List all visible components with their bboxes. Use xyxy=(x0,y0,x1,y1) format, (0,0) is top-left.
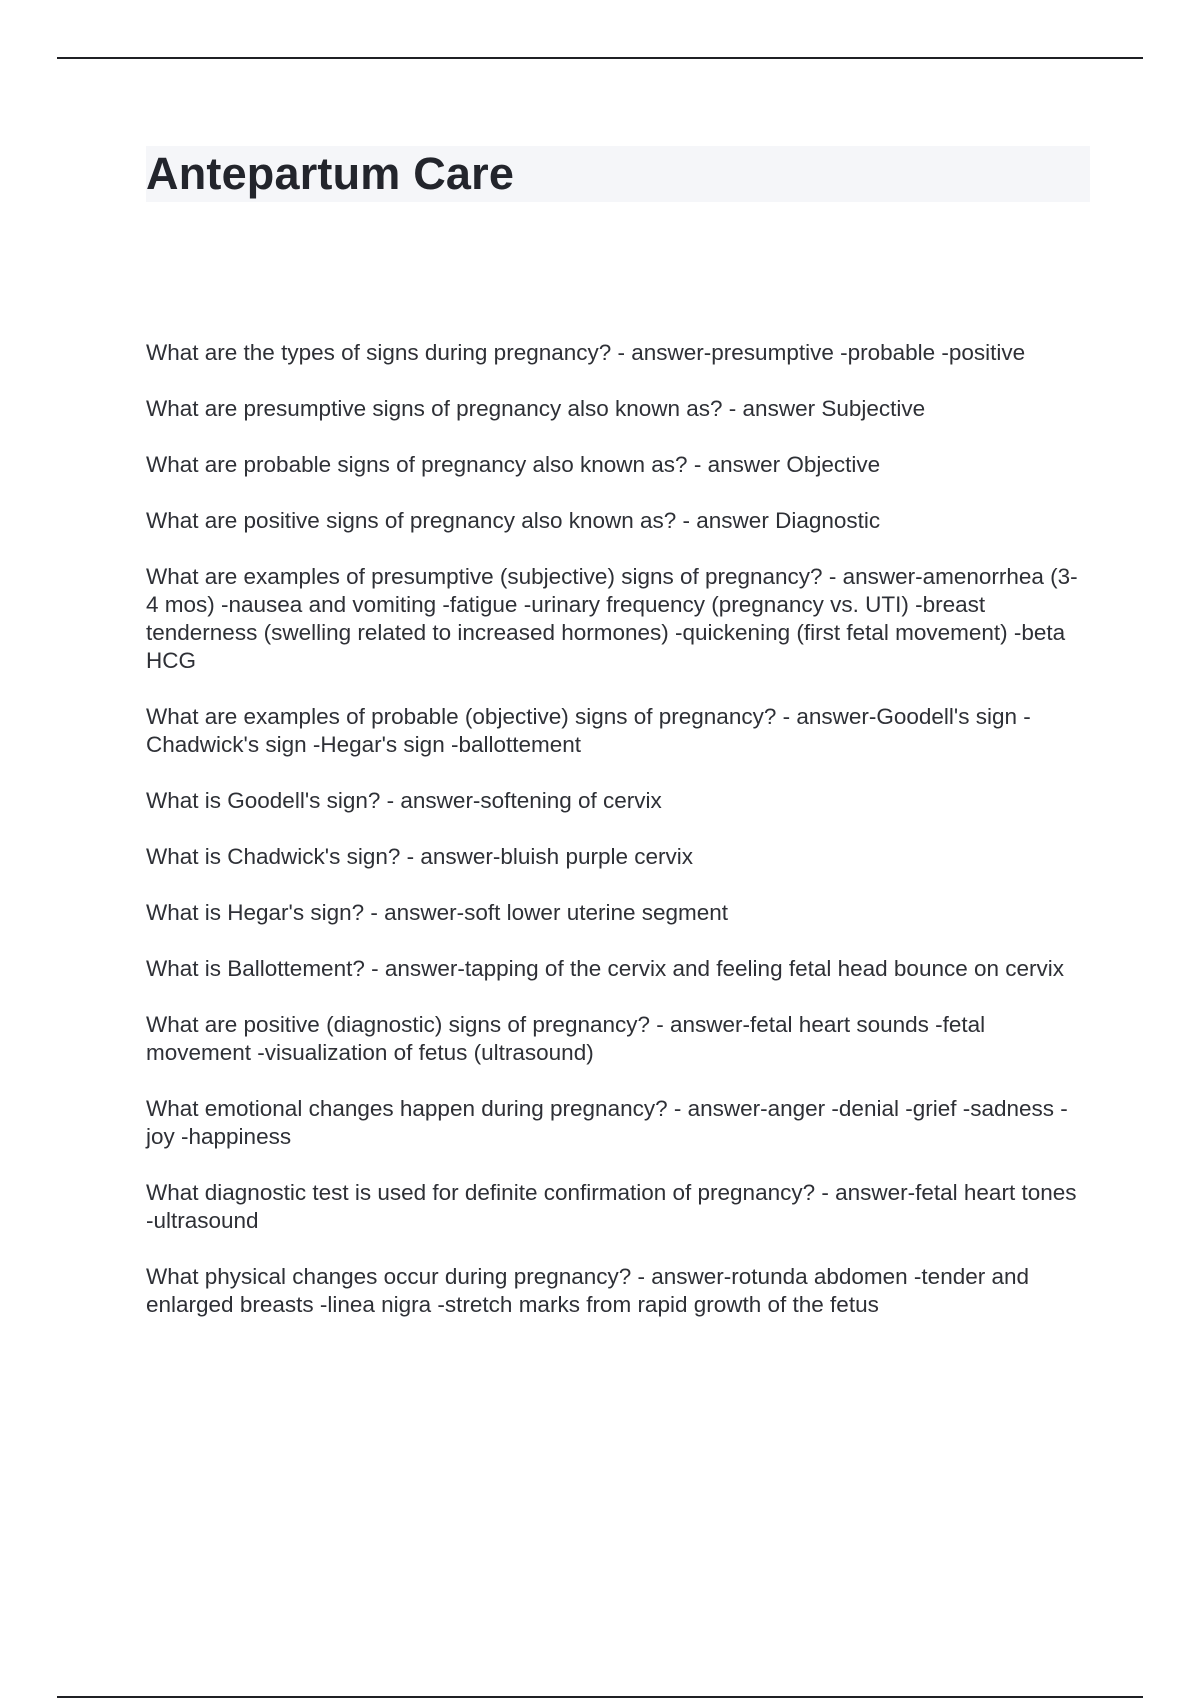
qa-item: What are presumptive signs of pregnancy also known as? - answer Subjective xyxy=(146,396,926,421)
qa-item: What is Goodell's sign? - answer-softening of cervix xyxy=(146,788,662,813)
qa-list xyxy=(146,339,1086,1347)
qa-item: What are positive signs of pregnancy also known as? - answer Diagnostic xyxy=(146,508,881,533)
bottom-divider xyxy=(57,1696,1143,1698)
qa-item: What is Ballottement? - answer-tapping of the cervix and feeling fetal head bounce on cervix xyxy=(146,956,1065,981)
qa-item: What are examples of probable (objective) signs of pregnancy? - answer-Goodell's sign -Chadwick's sign -Hegar's sign -ballottement xyxy=(146,704,1031,757)
qa-item: What is Chadwick's sign? - answer-bluish purple cervix xyxy=(146,844,693,869)
qa-item: What physical changes occur during pregnancy? - answer-rotunda abdomen -tender and enlarged breasts -linea nigra -stretch marks from rapid growth of the fetus xyxy=(146,1264,1030,1317)
qa-item: What diagnostic test is used for definite confirmation of pregnancy? - answer-fetal heart tones -ultrasound xyxy=(146,1180,1077,1233)
qa-item: What are probable signs of pregnancy also known as? - answer Objective xyxy=(146,452,881,477)
qa-item: What are the types of signs during pregnancy? - answer-presumptive -probable -positive xyxy=(146,340,1026,365)
qa-item: What is Hegar's sign? - answer-soft lower uterine segment xyxy=(146,900,729,925)
qa-item: What are examples of presumptive (subjective) signs of pregnancy? - answer-amenorrhea (3-4 mos) -nausea and vomiting -fatigue -urinary frequency (pregnancy vs. UTI) -breast tenderness (swelling related to increased hormones) -quickening (first fetal movement) -beta HCG xyxy=(146,564,1078,673)
qa-item: What emotional changes happen during pregnancy? - answer-anger -denial -grief -sadness -joy -happiness xyxy=(146,1096,1068,1149)
page-title: Antepartum Care xyxy=(146,148,515,199)
top-divider xyxy=(57,57,1143,59)
qa-item: What are positive (diagnostic) signs of pregnancy? - answer-fetal heart sounds -fetal movement -visualization of fetus (ultrasound) xyxy=(146,1012,986,1065)
